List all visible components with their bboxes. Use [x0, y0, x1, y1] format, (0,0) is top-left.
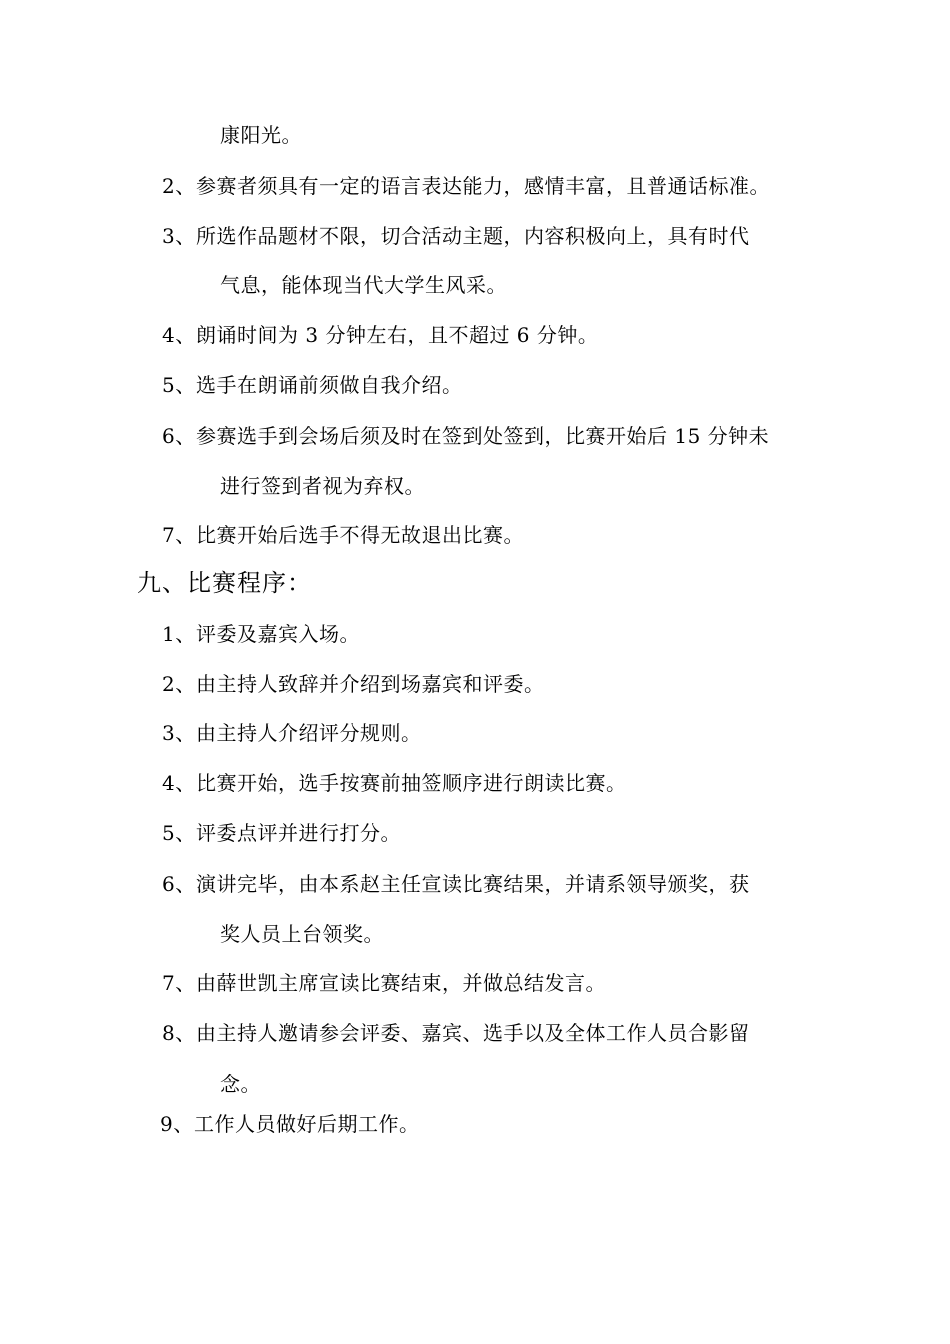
item-number: 3、 — [162, 721, 196, 745]
item-number: 6、 — [162, 424, 196, 448]
item-text: 所选作品题材不限，切合活动主题，内容积极向上，具有时代 — [196, 224, 750, 248]
list-item — [162, 371, 463, 399]
item-number: 2、 — [162, 174, 196, 198]
item-text: 评委及嘉宾入场。 — [196, 622, 360, 646]
item-text: 由薛世凯主席宣读比赛结束，并做总结发言。 — [196, 971, 606, 995]
item-text: 选手在朗诵前须做自我介绍。 — [196, 373, 463, 397]
list-item — [162, 321, 598, 349]
list-item — [162, 422, 769, 450]
list-item — [160, 1110, 420, 1138]
list-item — [162, 670, 545, 698]
item-text: 参赛者须具有一定的语言表达能力，感情丰富，且普通话标准。 — [196, 174, 770, 198]
list-item — [162, 769, 627, 797]
continuation-text: 进行签到者视为弃权。 — [220, 474, 425, 498]
item-number: 7、 — [162, 971, 196, 995]
item-number: 2、 — [162, 672, 196, 696]
item-text: 比赛开始，选手按赛前抽签顺序进行朗读比赛。 — [196, 771, 627, 795]
list-item — [162, 222, 750, 250]
item-number: 1、 — [162, 622, 196, 646]
list-item — [162, 969, 606, 997]
item-number: 4、 — [162, 323, 196, 347]
list-item-continuation — [220, 920, 384, 948]
item-text: 评委点评并进行打分。 — [196, 821, 401, 845]
item-text: 由主持人介绍评分规则。 — [196, 721, 422, 745]
list-item-continuation — [220, 472, 425, 500]
continuation-text: 奖人员上台领奖。 — [220, 922, 384, 946]
item-text: 工作人员做好后期工作。 — [194, 1112, 420, 1136]
item-text: 由主持人致辞并介绍到场嘉宾和评委。 — [196, 672, 545, 696]
list-item — [162, 172, 770, 200]
list-item-continuation — [220, 121, 302, 149]
item-text: 比赛开始后选手不得无故退出比赛。 — [196, 523, 524, 547]
list-item-continuation — [220, 1070, 261, 1098]
continuation-text: 气息，能体现当代大学生风采。 — [220, 273, 507, 297]
item-text: 由主持人邀请参会评委、嘉宾、选手以及全体工作人员合影留 — [196, 1021, 750, 1045]
continuation-text: 念。 — [220, 1072, 261, 1096]
section-heading: 九、比赛程序： — [137, 569, 312, 597]
item-number: 6、 — [162, 872, 196, 896]
item-text: 演讲完毕，由本系赵主任宣读比赛结果，并请系领导颁奖，获 — [196, 872, 750, 896]
list-item — [162, 719, 422, 747]
list-item — [162, 521, 524, 549]
item-number: 4、 — [162, 771, 196, 795]
item-number: 7、 — [162, 523, 196, 547]
list-item — [162, 1019, 750, 1047]
item-number: 5、 — [162, 373, 196, 397]
continuation-text: 康阳光。 — [220, 123, 302, 147]
item-number: 5、 — [162, 821, 196, 845]
list-item — [162, 620, 360, 648]
list-item-continuation — [220, 271, 507, 299]
list-item — [162, 870, 750, 898]
item-text: 参赛选手到会场后须及时在签到处签到，比赛开始后 15 分钟未 — [196, 424, 770, 448]
item-number: 3、 — [162, 224, 196, 248]
item-number: 8、 — [162, 1021, 196, 1045]
item-text: 朗诵时间为 3 分钟左右，且不超过 6 分钟。 — [196, 323, 599, 347]
item-number: 9、 — [160, 1112, 194, 1136]
list-item — [162, 819, 401, 847]
